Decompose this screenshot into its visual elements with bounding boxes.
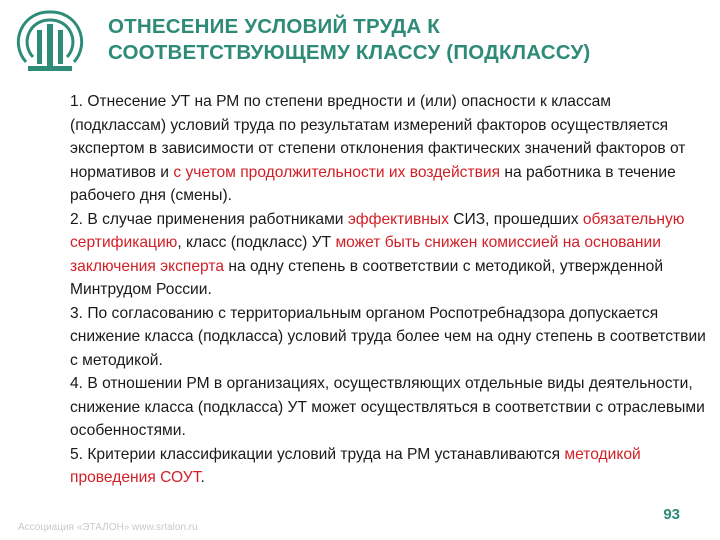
page-number: 93 [663,506,680,523]
p5-highlight: методикой проведения СОУТ [70,445,641,486]
page-title [108,14,708,66]
p2-text-g: на одну степень в соответствии с методикой, утвержденной Минтрудом России. [70,257,664,298]
p1-text-a: 1. Отнесение УТ на РМ по степени вредности и (или) опасности к классам (подклассам) условий труда по результатам измерений факторов осуществляется экспертом в зависимости от степени отклонения фактических значений факторов от нормативов и [70,93,686,181]
p1-highlight: с учетом продолжительности их воздействия [173,163,501,181]
paragraph-1 [70,90,706,208]
paragraph-5 [70,443,706,490]
association-etalon-logo-icon [14,6,86,78]
footer-watermark: Ассоциация «ЭТАЛОН» www.srtalon.ru [18,522,198,533]
slide-body [70,90,706,490]
title-line-2: СООТВЕТСТВУЮЩЕМУ КЛАССУ (ПОДКЛАССУ) [108,41,591,64]
p2-text-a: 2. В случае применения работниками [70,210,348,228]
p2-text-c: СИЗ, прошедших [448,210,583,228]
p1-text-c: на работника в течение рабочего дня (смены). [70,163,676,204]
p2-text-e: , класс (подкласс) УТ [177,234,336,251]
paragraph-2 [70,208,706,302]
p2-highlight-1: эффективных [347,210,449,228]
paragraph-3: 3. По согласованию с территориальным органом Роспотребнадзора допускается снижение класса (подкласса) условий труда более чем на одну степень в соответствии с методикой. [70,304,706,369]
p5-text-c: . [200,469,205,486]
paragraph-4: 4. В отношении РМ в организациях, осуществляющих отдельные виды деятельности, снижение класса (подкласса) УТ может осуществляться в соответствии с отраслевыми особенностями. [70,375,705,439]
p5-text-a: 5. Критерии классификации условий труда на РМ устанавливаются [70,445,565,463]
p2-highlight-3: может быть снижен комиссией на основании заключения эксперта [70,234,661,275]
title-line-1: ОТНЕСЕНИЕ УСЛОВИЙ ТРУДА К [108,15,440,38]
p2-highlight-2: обязательную сертификацию [70,210,685,251]
